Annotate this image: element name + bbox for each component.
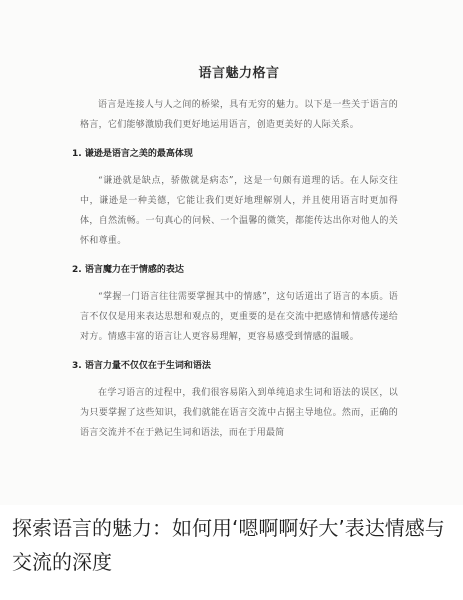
section-2-heading: 2. 语言魔力在于情感的表达 — [72, 265, 184, 275]
caption-text: 探索语言的魅力：如何用‘嗯啊啊好大’表达情感与交流的深度 — [12, 516, 445, 574]
bottom-fade — [0, 470, 463, 505]
section-1-heading: 1. 谦逊是语言之美的最高体现 — [72, 149, 193, 159]
intro-paragraph: 语言是连接人与人之间的桥梁，具有无穷的魅力。以下是一些关于语言的格言，它们能够激励我们更好地运用语言，创造更美好的人际关系。 — [80, 100, 398, 130]
document-content — [72, 62, 398, 453]
section-3-heading: 3. 语言力量不仅仅在于生词和语法 — [72, 361, 211, 371]
section-3-body: 在学习语言的过程中，我们很容易陷入到单纯追求生词和语法的误区，以为只要掌握了这些知识，我们就能在语言交流中占据主导地位。然而，正确的语言交流并不在于熟记生词和语法，而在于用最简 — [80, 388, 398, 438]
section-1-body: “谦逊就是缺点，骄傲就是病态”，这是一句颇有道理的话。在人际交往中，谦逊是一种美德，它能让我们更好地理解别人，并且使用语言时更加得体，自然流畅。一句真心的问候、一个温馨的微笑，都能传达出你对他人的关怀和尊重。 — [80, 176, 398, 246]
caption-band — [0, 505, 463, 600]
section-2-body: “掌握一门语言往往需要掌握其中的情感”，这句话道出了语言的本质。语言不仅仅是用来表达思想和观点的，更重要的是在交流中把感情和情感传递给对方。情感丰富的语言让人更容易理解，更容易感受到情感的温暖。 — [80, 292, 398, 342]
document-title: 语言魅力格言 — [198, 66, 280, 81]
